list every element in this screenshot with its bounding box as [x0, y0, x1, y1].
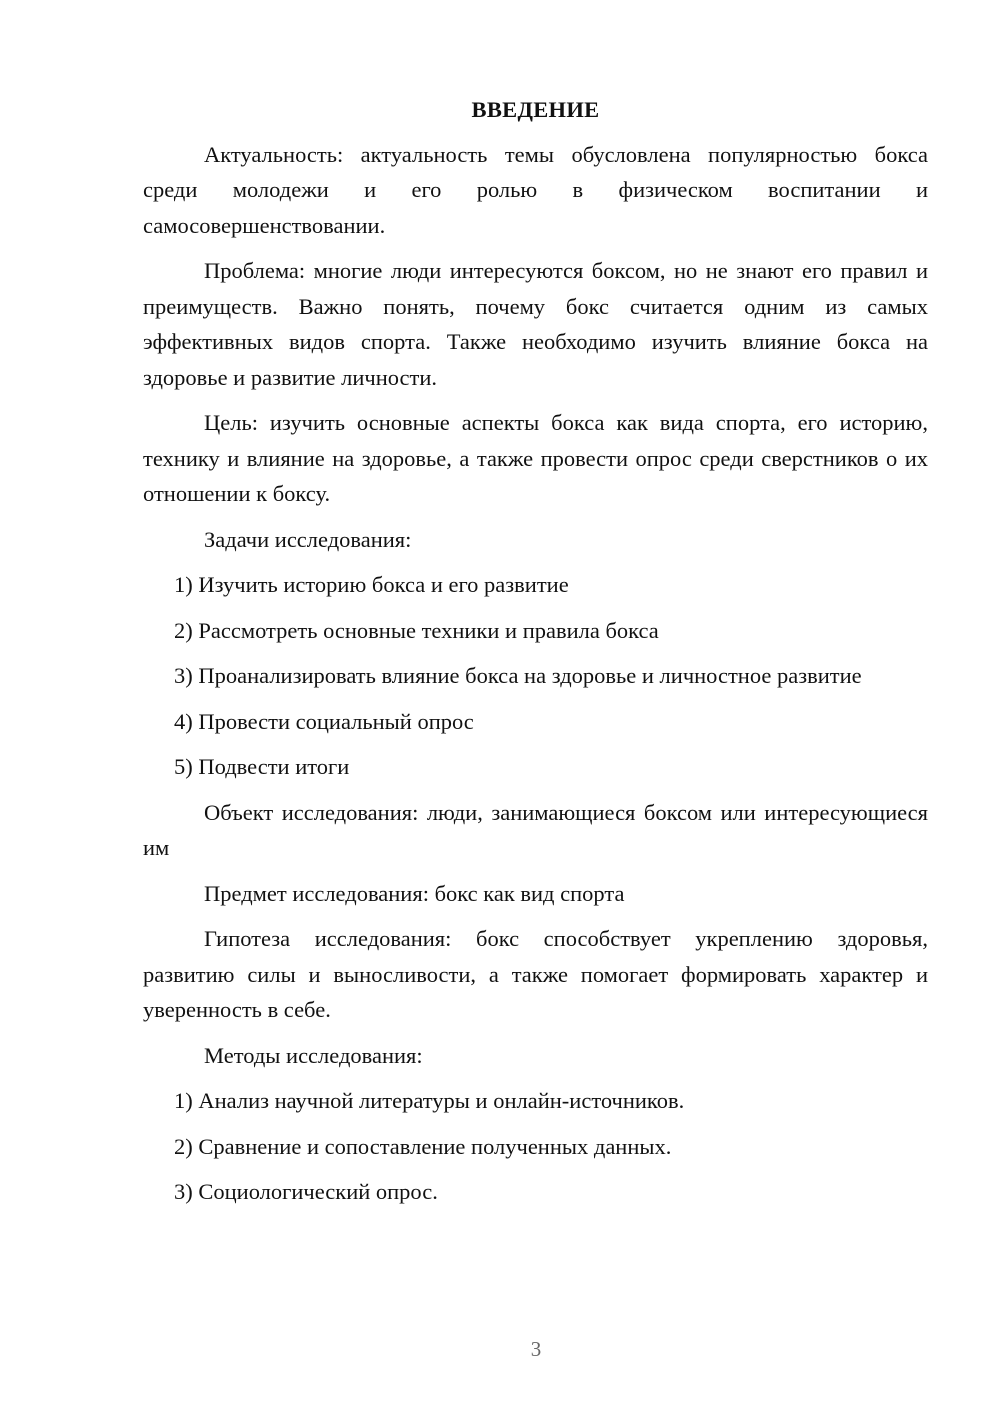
- subject-paragraph: Предмет исследования: бокс как вид спорта: [204, 880, 625, 906]
- task-item: 4) Провести социальный опрос: [174, 708, 474, 734]
- method-item: 3) Социологический опрос.: [174, 1179, 438, 1204]
- page-content: [143, 92, 928, 1220]
- hypothesis-paragraph: Гипотеза исследования: бокс способствует укреплению здоровья, развитию силы и выносливости, а также помогает формировать характер и уверенность в себе.: [143, 926, 928, 1022]
- tasks-heading: Задачи исследования:: [204, 526, 412, 552]
- method-item: 1) Анализ научной литературы и онлайн-источников.: [174, 1088, 685, 1113]
- methods-heading: Методы исследования:: [204, 1042, 423, 1068]
- methods-list: [143, 1083, 928, 1210]
- task-item: 5) Подвести итоги: [174, 754, 350, 779]
- problem-paragraph: Проблема: многие люди интересуются боксом, но не знают его правил и преимуществ. Важно понять, почему бокс считается одним из самых эффективных видов спорта. Также необходимо изучить влияние бокса на здоровье и развитие личности.: [143, 258, 928, 390]
- task-item: 2) Рассмотреть основные техники и правила бокса: [174, 617, 659, 643]
- tasks-list: [143, 567, 928, 785]
- method-item: 2) Сравнение и сопоставление полученных данных.: [174, 1133, 672, 1159]
- page-title: ВВЕДЕНИЕ: [471, 97, 600, 122]
- goal-paragraph: Цель: изучить основные аспекты бокса как вида спорта, его историю, технику и влияние на здоровье, а также провести опрос среди сверстников о их отношении к боксу.: [143, 410, 928, 506]
- page-number: 3: [530, 1337, 542, 1361]
- object-paragraph: Объект исследования: люди, занимающиеся боксом или интересующиеся им: [143, 799, 928, 860]
- task-item: 1) Изучить историю бокса и его развитие: [174, 572, 569, 597]
- actuality-paragraph: Актуальность: актуальность темы обусловлена популярностью бокса среди молодежи и его ролью в физическом воспитании и самосовершенствовании.: [143, 141, 928, 238]
- task-item: 3) Проанализировать влияние бокса на здоровье и личностное развитие: [174, 663, 862, 688]
